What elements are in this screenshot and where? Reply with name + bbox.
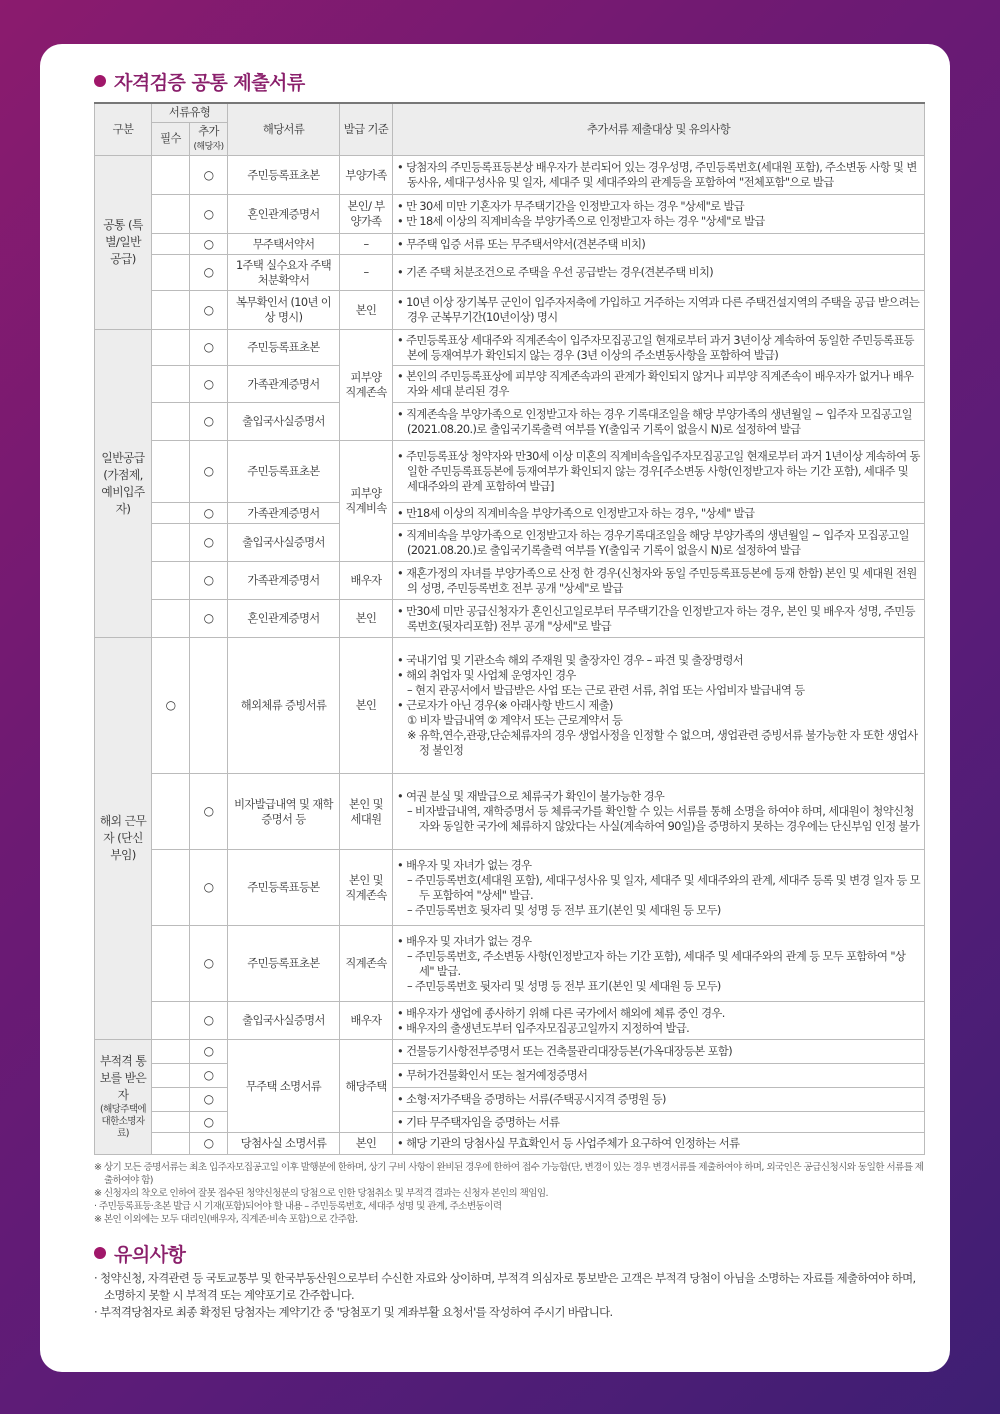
notes-cell: • 재혼가정의 자녀를 부양가족으로 산정 한 경우(신청자와 동일 주민등록표등본에 등재 한함) 본인 및 세대원 전원의 성명, 주민등록번호 전부 공개 "상세"로 발급	[393, 562, 925, 600]
doc-name: 1주택 실수요자 주택 처분확약서	[228, 255, 340, 291]
doc-name: 당첨사실 소명서류	[228, 1133, 340, 1155]
doc-name: 주민등록표초본	[228, 441, 340, 503]
notes-cell: • 주민등록표상 청약자와 만30세 이상 미혼의 직계비속을입주자모집공고일 현재로부터 과거 1년이상 계속하여 동일한 주민등록표등본에 등재여부가 확인되지 않는 경우[주소변동 사항(인정받고자 하는 기간 포함), 세대주 및 세대주와의 관계 포함하여 발급]	[393, 441, 925, 503]
group-general-supply: 일반공급 (가점제, 예비입주자)	[95, 330, 152, 638]
notice-item: · 부적격당첨자로 최종 확정된 당첨자는 계약기간 중 '당첨포기 및 계좌부활 요청서'를 작성하여 주시기 바랍니다.	[94, 1305, 613, 1319]
issue-basis: 본인	[340, 1133, 393, 1155]
doc-name: 무주택 소명서류	[228, 1040, 340, 1133]
additional-mark: ○	[190, 403, 228, 441]
additional-mark: ○	[190, 1112, 228, 1133]
issue-basis: 해당주택	[340, 1040, 393, 1133]
notes-cell: • 무주택 입증 서류 또는 무주택서약서(견본주택 비치)	[393, 234, 925, 255]
notes-cell: • 만30세 미만 공급신청자가 혼인신고일로부터 무주택기간을 인정받고자 하는 경우, 본인 및 배우자 성명, 주민등록번호(뒷자리포함) 전부 공개 "상세"로 발급	[393, 600, 925, 638]
header-category: 구분	[95, 103, 152, 156]
documents-table	[94, 102, 925, 1155]
notes-cell: • 배우자 및 자녀가 없는 경우 – 주민등록번호, 주소변동 사항(인정받고자 하는 기간 포함), 세대주 및 세대주와의 관계 등 모두 포함하여 "상세" 발급. – 주민등록번호 뒷자리 및 성명 등 전부 표기(본인 및 세대원 등 모두)	[393, 926, 925, 1002]
required-mark: ○	[152, 638, 190, 774]
additional-mark: ○	[190, 503, 228, 524]
notes-cell: • 만 30세 미만 기혼자가 무주택기간을 인정받고자 하는 경우 "상세"로 발급 • 만 18세 이상의 직계비속을 부양가족으로 인정받고자 하는 경우 "상세"로 발급	[393, 195, 925, 234]
header-doc-type: 서류유형	[152, 103, 228, 123]
issue-basis: 피부양 직계비속	[340, 441, 393, 562]
bullet-dot-icon	[94, 1247, 106, 1259]
footnote: ※ 신청자의 착오로 인하여 잘못 접수된 청약신청분의 당첨으로 인한 당첨취소 및 부적격 결과는 신청자 본인의 책임임.	[94, 1188, 549, 1199]
doc-name: 가족관계증명서	[228, 366, 340, 403]
notes-cell: • 무허가건물확인서 또는 철거예정증명서	[393, 1064, 925, 1088]
notes-cell: • 주민등록표상 세대주와 직계존속이 입주자모집공고일 현재로부터 과거 3년이상 계속하여 동일한 주민등록표등본에 등재여부가 확인되지 않는 경우 (3년 이상의 주소변동사항을 포함하여 발급)	[393, 330, 925, 366]
header-document: 해당서류	[228, 103, 340, 156]
notes-cell: • 여권 분실 및 재발급으로 체류국가 확인이 불가능한 경우 – 비자발급내역, 재학증명서 등 체류국가를 확인할 수 있는 서류를 통해 소명을 하여야 하며, 세대원이 청약신청자와 동일한 국가에 체류하지 않았다는 사실(계속하여 90일)을 증명하지 못하는 경우에는 단신부임 인정 불가	[393, 774, 925, 850]
notes-cell: • 국내기업 및 기관소속 해외 주재원 및 출장자인 경우 – 파견 및 출장명령서 • 해외 취업자 및 사업체 운영자인 경우 – 현지 관공서에서 발급받은 사업 또는 근로 관련 서류, 취업 또는 사업비자 발급내역 등 • 근로자가 아닌 경우(※ 아래사항 반드시 제출) ① 비자 발급내역 ② 계약서 또는 근로계약서 등 ※ 유학,연수,관광,단순체류자의 경우 생업사정을 인정할 수 없으며, 생업관련 증빙서류 불가능한 자 또한 생업사정 불인정	[393, 638, 925, 774]
footnotes	[94, 1161, 924, 1226]
header-required: 필수	[152, 123, 190, 156]
section-title-documents	[94, 68, 916, 94]
additional-mark: ○	[190, 850, 228, 926]
doc-name: 가족관계증명서	[228, 562, 340, 600]
notes-cell: • 본인의 주민등록표상에 피부양 직계존속과의 관계가 확인되지 않거나 피부양 직계존속이 배우자가 없거나 배우자와 세대 분리된 경우	[393, 366, 925, 403]
additional-mark: ○	[190, 600, 228, 638]
additional-mark: ○	[190, 1040, 228, 1064]
additional-mark: ○	[190, 330, 228, 366]
additional-mark: ○	[190, 234, 228, 255]
header-additional: 추가 (해당자)	[190, 123, 228, 156]
issue-basis: 배우자	[340, 1002, 393, 1040]
additional-mark: ○	[190, 1088, 228, 1112]
section-title-text: 자격검증 공통 제출서류	[114, 71, 305, 94]
notes-cell: • 배우자가 생업에 종사하기 위해 다른 국가에서 해외에 체류 중인 경우. • 배우자의 출생년도부터 입주자모집공고일까지 지정하여 발급.	[393, 1002, 925, 1040]
notes-cell: • 기존 주택 처분조건으로 주택을 우선 공급받는 경우(견본주택 비치)	[393, 255, 925, 291]
additional-mark: ○	[190, 774, 228, 850]
issue-basis: 본인	[340, 638, 393, 774]
issue-basis: 배우자	[340, 562, 393, 600]
issue-basis: 본인/ 부양가족	[340, 195, 393, 234]
section-title-notice	[94, 1240, 916, 1266]
additional-mark: ○	[190, 156, 228, 195]
doc-name: 주민등록표초본	[228, 156, 340, 195]
additional-mark: ○	[190, 926, 228, 1002]
additional-mark: ○	[190, 1002, 228, 1040]
doc-name: 출입국사실증명서	[228, 403, 340, 441]
doc-name: 해외체류 증빙서류	[228, 638, 340, 774]
doc-name: 가족관계증명서	[228, 503, 340, 524]
doc-name: 주민등록표등본	[228, 850, 340, 926]
issue-basis: 본인	[340, 291, 393, 330]
additional-mark: ○	[190, 366, 228, 403]
doc-name: 주민등록표초본	[228, 926, 340, 1002]
notes-cell: • 10년 이상 장기복무 군인이 입주자저축에 가입하고 거주하는 지역과 다른 주택건설지역의 주택을 공급 받으려는 경우 군복무기간(10년이상) 명시	[393, 291, 925, 330]
header-notes: 추가서류 제출대상 및 유의사항	[393, 103, 925, 156]
doc-name: 출입국사실증명서	[228, 1002, 340, 1040]
notes-cell: • 기타 무주택자임을 증명하는 서류	[393, 1112, 925, 1133]
issue-basis: –	[340, 234, 393, 255]
group-overseas-worker: 해외 근무자 (단신부임)	[95, 638, 152, 1040]
additional-mark: ○	[190, 195, 228, 234]
notice-item: · 청약신청, 자격관련 등 국토교통부 및 한국부동산원으로부터 수신한 자료와 상이하며, 부적격 의심자로 통보받은 고객은 부적격 당첨이 아님을 소명하는 자료를 제출하여야 하며, 소명하지 못할 시 부적격 또는 계약포기로 간주합니다.	[94, 1271, 916, 1302]
additional-mark: ○	[190, 562, 228, 600]
issue-basis: 직계존속	[340, 926, 393, 1002]
doc-name: 혼인관계증명서	[228, 195, 340, 234]
issue-basis: 부양가족	[340, 156, 393, 195]
footnote: ※ 상기 모든 증명서류는 최초 입주자모집공고일 이후 발행분에 한하며, 상기 구비 사항이 완비된 경우에 한하여 접수 가능함(단, 변경이 있는 경우 변경서류를 제출하여야 하며, 외국인은 공급신청시와 동일한 서류를 제출하여야 함)	[94, 1162, 924, 1186]
doc-name: 출입국사실증명서	[228, 524, 340, 562]
additional-mark: ○	[190, 441, 228, 503]
section-title-text: 유의사항	[114, 1243, 186, 1266]
additional-mark: ○	[190, 255, 228, 291]
group-ineligible: 부적격 통보를 받은자 (해당주택에 대한소명자료)	[95, 1040, 152, 1155]
notes-cell: • 해당 기관의 당첨사실 무효확인서 등 사업주체가 요구하여 인정하는 서류	[393, 1133, 925, 1155]
issue-basis: 피부양 직계존속	[340, 330, 393, 441]
doc-name: 주민등록표초본	[228, 330, 340, 366]
additional-mark: ○	[190, 291, 228, 330]
additional-mark: ○	[190, 1064, 228, 1088]
header-issue-basis: 발급 기준	[340, 103, 393, 156]
issue-basis: 본인 및 세대원	[340, 774, 393, 850]
bullet-dot-icon	[94, 75, 106, 87]
issue-basis: –	[340, 255, 393, 291]
notes-cell: • 직계비속을 부양가족으로 인정받고자 하는 경우기록대조일을 해당 부양가족의 생년월일 ~ 입주자 모집공고일(2021.08.20.)로 출입국기록출력 여부를 Y(출입국 기록이 없을시 N)로 설정하여 발급	[393, 524, 925, 562]
notes-cell: • 건물등기사항전부증명서 또는 건축물관리대장등본(가옥대장등본 포함)	[393, 1040, 925, 1064]
doc-name: 복무확인서 (10년 이상 명시)	[228, 291, 340, 330]
notice-list	[94, 1270, 924, 1321]
notes-cell: • 만18세 이상의 직계비속을 부양가족으로 인정받고자 하는 경우, "상세" 발급	[393, 503, 925, 524]
doc-name: 비자발급내역 및 재학증명서 등	[228, 774, 340, 850]
doc-name: 무주택서약서	[228, 234, 340, 255]
issue-basis: 본인 및 직계존속	[340, 850, 393, 926]
notes-cell: • 당첨자의 주민등록표등본상 배우자가 분리되어 있는 경우성명, 주민등록번호(세대원 포함), 주소변동 사항 및 변동사유, 세대구성사유 및 일자, 세대주 및 세대주와의 관계등을 포함하여 "전체포함"으로 발급	[393, 156, 925, 195]
group-common: 공통 (특별/일반 공급)	[95, 156, 152, 330]
additional-mark: ○	[190, 524, 228, 562]
additional-mark: ○	[190, 1133, 228, 1155]
notes-cell: • 직계존속을 부양가족으로 인정받고자 하는 경우 기록대조일을 해당 부양가족의 생년월일 ~ 입주자 모집공고일(2021.08.20.)로 출입국기록출력 여부를 Y(출입국 기록이 없을시 N)로 설정하여 발급	[393, 403, 925, 441]
doc-name: 혼인관계증명서	[228, 600, 340, 638]
footnote: · 주민등록표등·초본 발급 시 기재(포함)되어야 할 내용 – 주민등록번호, 세대주 성명 및 관계, 주소변동이력	[94, 1201, 502, 1212]
footnote: ※ 본인 이외에는 모두 대리인(배우자, 직계존·비속 포함)으로 간주함.	[94, 1214, 358, 1225]
notes-cell: • 배우자 및 자녀가 없는 경우 – 주민등록번호(세대원 포함), 세대구성사유 및 일자, 세대주 및 세대주와의 관계, 세대주 등록 및 변경 일자 등 모두 포함하여 "상세" 발급. – 주민등록번호 뒷자리 및 성명 등 전부 표기(본인 및 세대원 등 모두)	[393, 850, 925, 926]
issue-basis: 본인	[340, 600, 393, 638]
document-page	[40, 44, 950, 1372]
notes-cell: • 소형·저가주택을 증명하는 서류(주택공시지격 증명원 등)	[393, 1088, 925, 1112]
